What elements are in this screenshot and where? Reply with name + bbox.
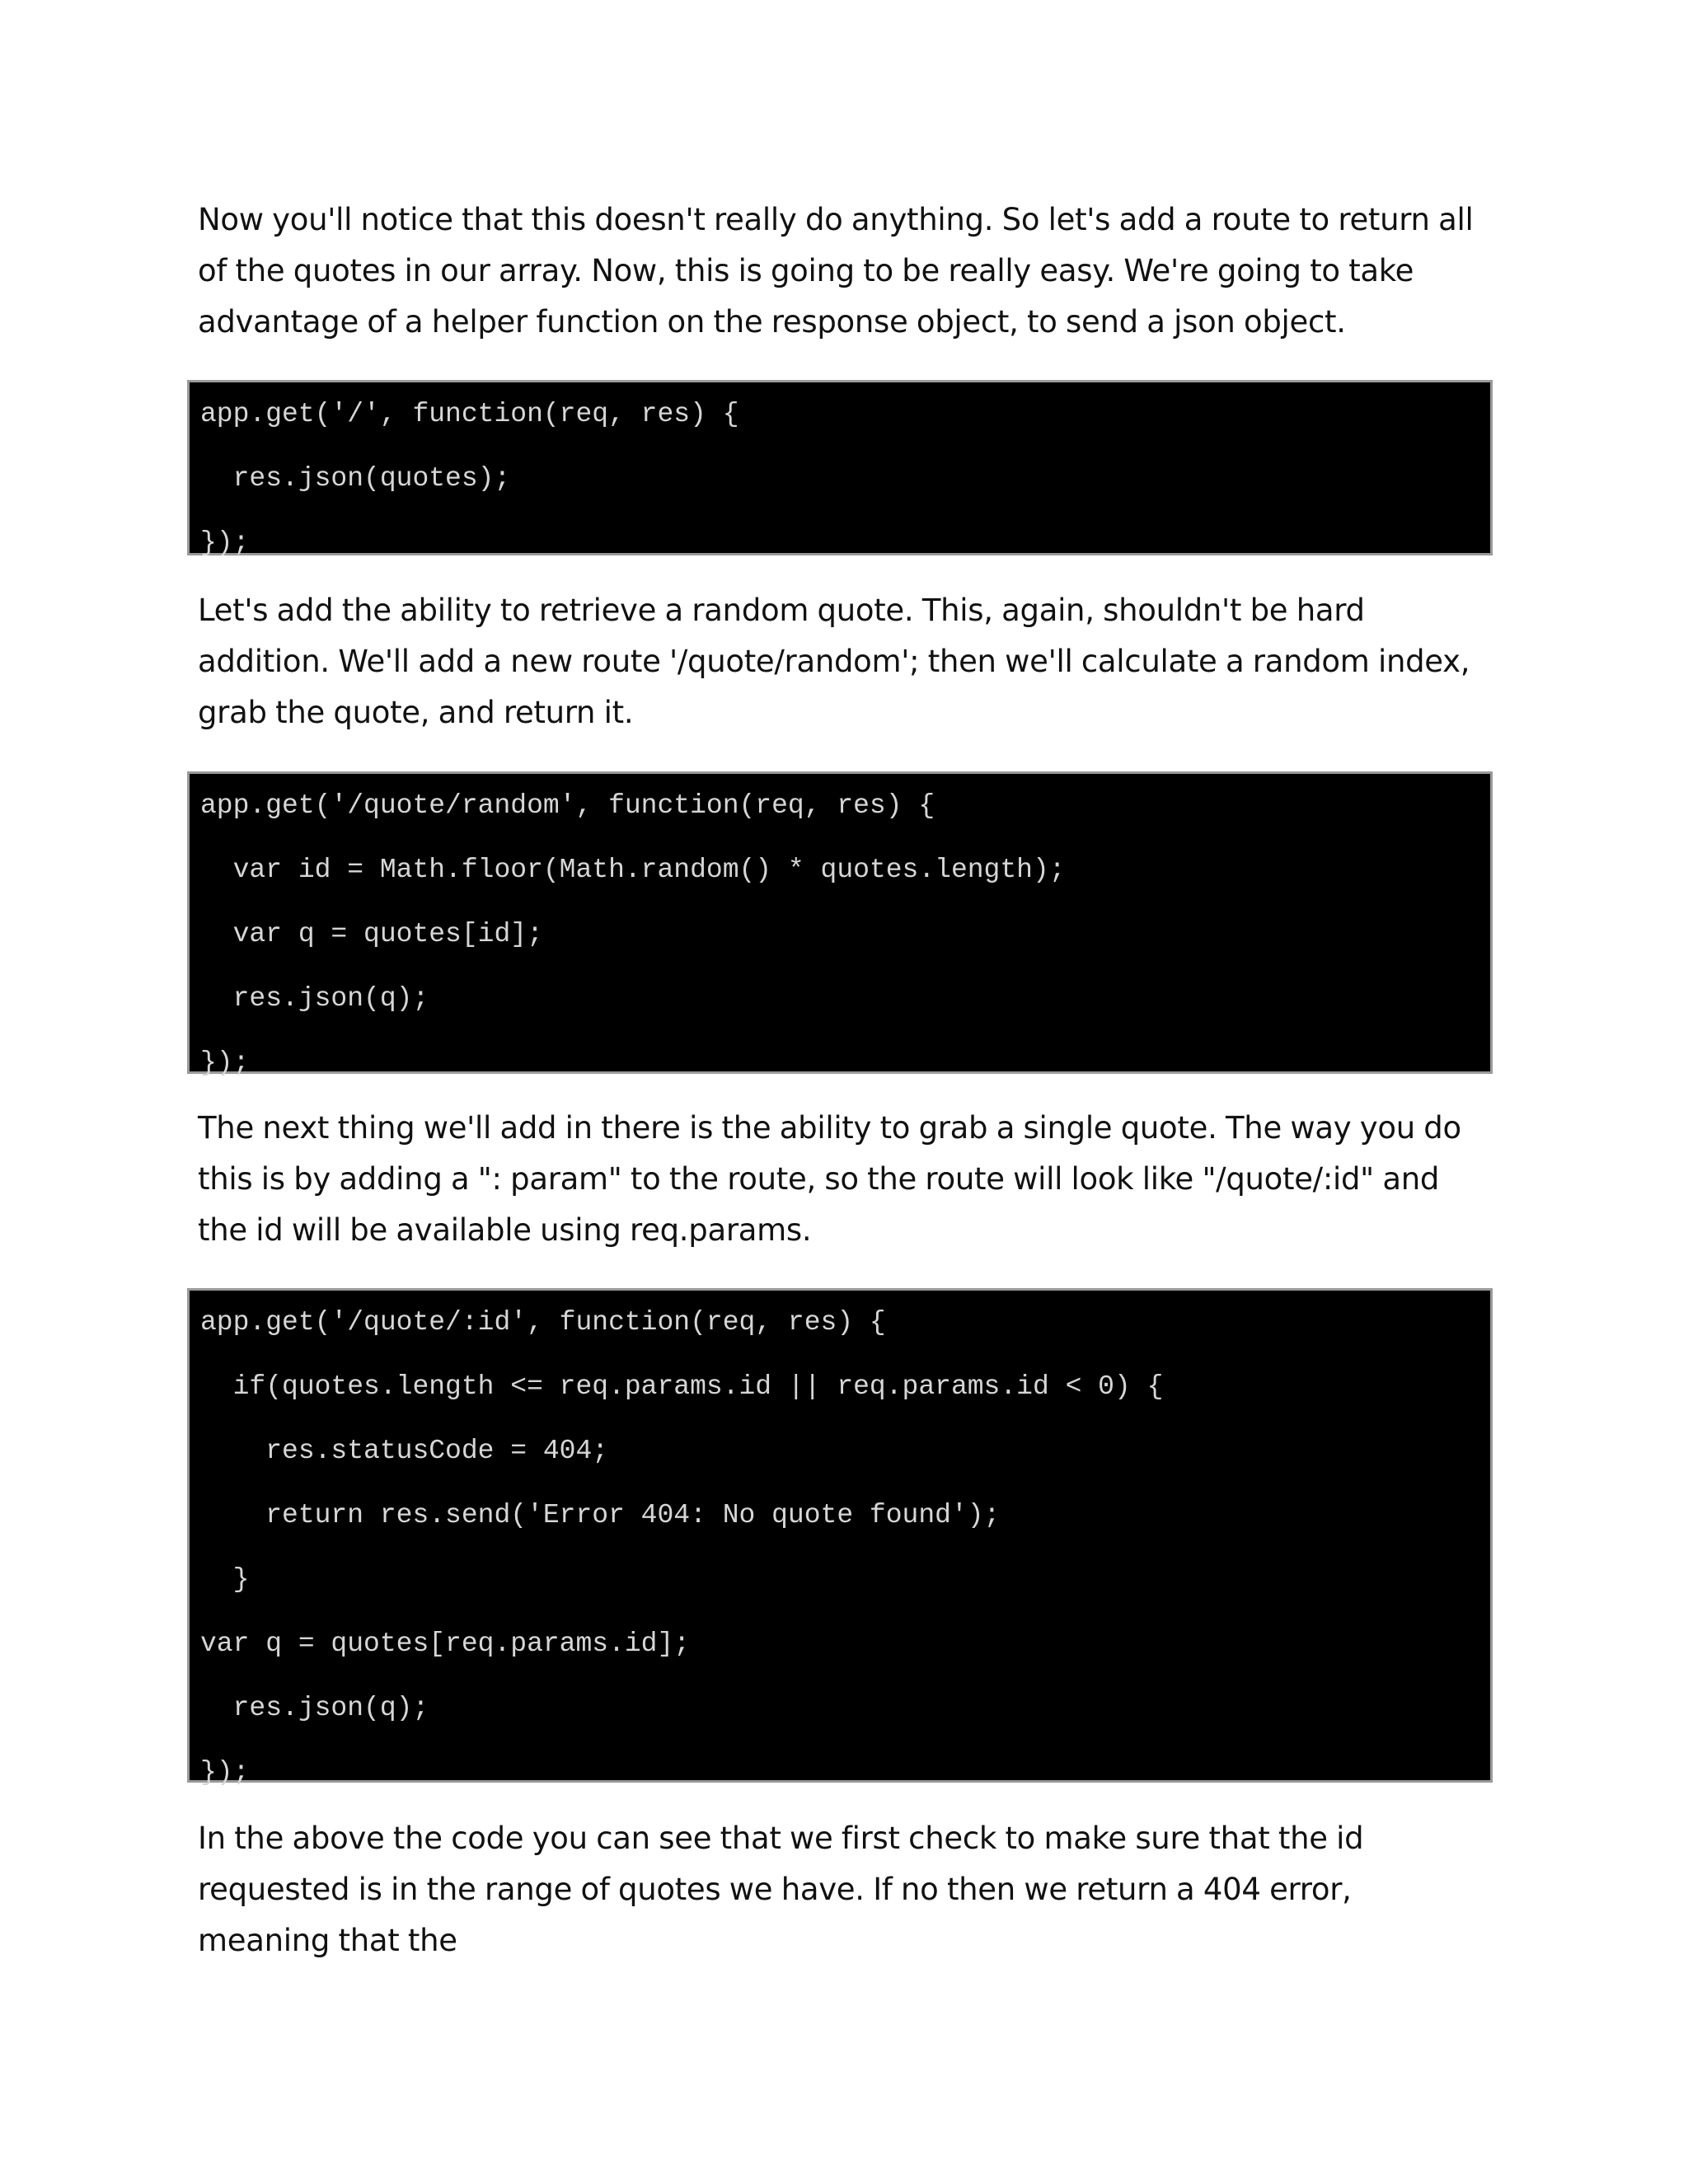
code-line: var q = quotes[req.params.id]; — [200, 1629, 691, 1659]
code-line: app.get('/quote/random', function(req, res) { — [200, 790, 935, 821]
code-block-single-quote — [187, 1288, 1493, 1788]
code-line: var id = Math.floor(Math.random() * quotes.length); — [200, 855, 1066, 885]
paragraph-explanation: In the above the code you can see that we first check to make sure that the id requested is in the range of quotes we have. If no then we return a 404 error, meaning that the — [198, 1821, 1364, 1958]
code-line: return res.send('Error 404: No quote found'); — [200, 1500, 1001, 1530]
code-line: if(quotes.length <= req.params.id || req.params.id < 0) { — [200, 1371, 1164, 1402]
paragraph-intro: Now you'll notice that this doesn't really do anything. So let's add a route to return all of the quotes in our array. Now, this is going to be really easy. We're going to take advantage of a helper function on the response object, to send a json object. — [198, 202, 1474, 340]
code-line: } — [200, 1564, 250, 1595]
code-line: var q = quotes[id]; — [200, 919, 543, 949]
code-line: res.statusCode = 404; — [200, 1436, 609, 1466]
code-line: res.json(q); — [200, 983, 429, 1014]
code-line: res.json(q); — [200, 1693, 429, 1723]
code-line: }); — [200, 527, 250, 558]
code-line: }); — [200, 1757, 250, 1788]
code-block-random-quote — [187, 771, 1493, 1078]
code-block-all-quotes — [187, 380, 1493, 558]
code-line: app.get('/', function(req, res) { — [200, 399, 739, 429]
code-line: app.get('/quote/:id', function(req, res) { — [200, 1307, 886, 1338]
code-line: res.json(quotes); — [200, 463, 511, 494]
paragraph-single-quote: The next thing we'll add in there is the ability to grab a single quote. The way you do this is by adding a ": param" to the route, so the route will look like "/quote/:id" and the id will be available using req.params. — [198, 1110, 1461, 1248]
paragraph-random-quote: Let's add the ability to retrieve a random quote. This, again, shouldn't be hard addition. We'll add a new route '/quote/random'; then we'll calculate a random index, grab the quote, and return it. — [198, 593, 1470, 730]
code-line: }); — [200, 1047, 250, 1078]
